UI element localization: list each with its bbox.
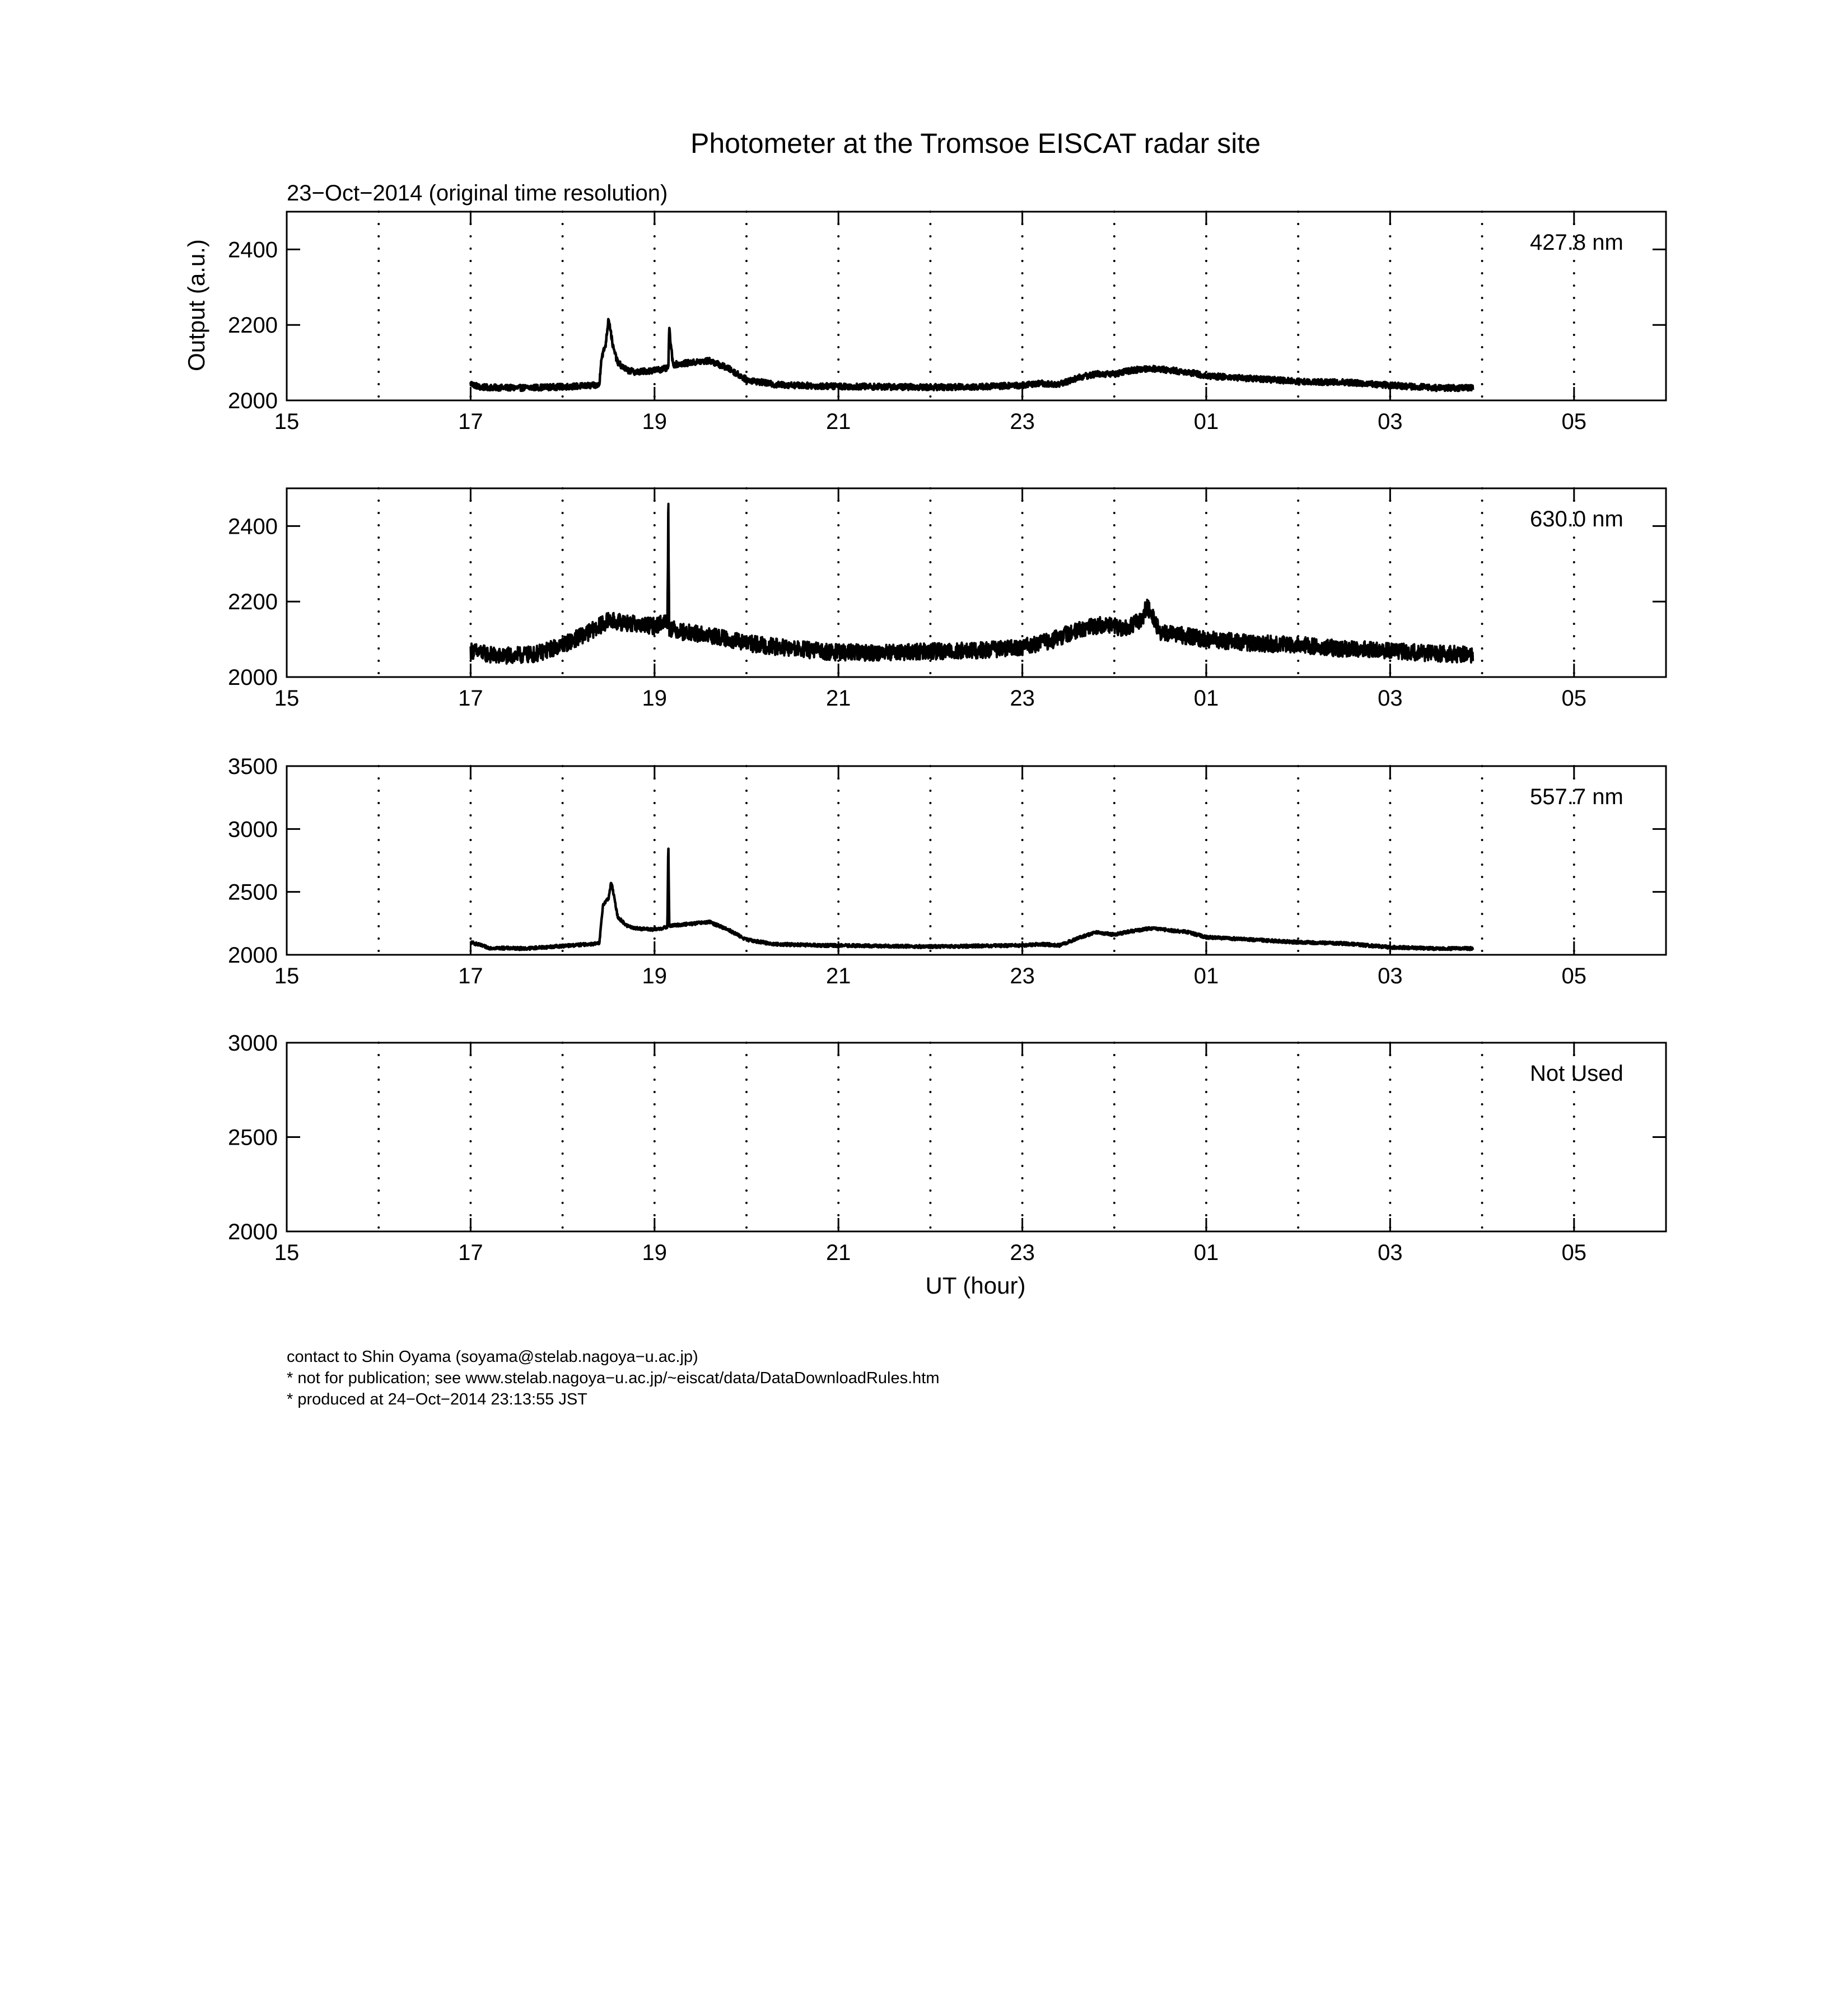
x-tick-label: 01 bbox=[1193, 409, 1219, 434]
chart-subtitle: 23−Oct−2014 (original time resolution) bbox=[287, 181, 668, 206]
chart-title: Photometer at the Tromsoe EISCAT radar site bbox=[690, 128, 1261, 159]
wavelength-label: 427.8 nm bbox=[1530, 230, 1623, 255]
y-tick-label: 2000 bbox=[228, 1220, 278, 1244]
y-tick-label: 3500 bbox=[228, 754, 278, 779]
x-tick-label: 23 bbox=[1010, 1240, 1035, 1265]
x-tick-label: 19 bbox=[642, 409, 668, 434]
y-tick-label: 2500 bbox=[228, 880, 278, 905]
x-tick-label: 03 bbox=[1378, 409, 1403, 434]
x-tick-label: 03 bbox=[1378, 1240, 1403, 1265]
x-tick-label: 15 bbox=[274, 1240, 300, 1265]
x-tick-label: 17 bbox=[458, 409, 483, 434]
x-tick-label: 03 bbox=[1378, 964, 1403, 988]
x-axis-label: UT (hour) bbox=[925, 1272, 1026, 1299]
x-tick-label: 17 bbox=[458, 686, 483, 711]
y-tick-label: 2000 bbox=[228, 665, 278, 690]
x-tick-label: 15 bbox=[274, 409, 300, 434]
x-tick-label: 17 bbox=[458, 964, 483, 988]
x-tick-label: 21 bbox=[825, 964, 851, 988]
x-tick-label: 01 bbox=[1193, 1240, 1219, 1265]
wavelength-label: 557.7 nm bbox=[1530, 785, 1623, 809]
x-tick-label: 23 bbox=[1010, 964, 1035, 988]
x-tick-label: 19 bbox=[642, 1240, 668, 1265]
x-tick-label: 01 bbox=[1193, 964, 1219, 988]
y-tick-label: 3000 bbox=[228, 817, 278, 842]
y-tick-label: 2000 bbox=[228, 389, 278, 413]
x-tick-label: 03 bbox=[1378, 686, 1403, 711]
x-tick-label: 19 bbox=[642, 964, 668, 988]
x-tick-label: 05 bbox=[1561, 686, 1587, 711]
y-tick-label: 3000 bbox=[228, 1031, 278, 1056]
footnote-publication: * not for publication; see www.stelab.nagoya−u.ac.jp/~eiscat/data/DataDownloadRules.htm bbox=[287, 1369, 940, 1387]
y-tick-label: 2000 bbox=[228, 943, 278, 968]
footnote-contact: contact to Shin Oyama (soyama@stelab.nagoya−u.ac.jp) bbox=[287, 1348, 698, 1366]
y-axis-label: Output (a.u.) bbox=[183, 239, 209, 371]
x-tick-label: 01 bbox=[1193, 686, 1219, 711]
x-tick-label: 15 bbox=[274, 964, 300, 988]
x-tick-label: 15 bbox=[274, 686, 300, 711]
x-tick-label: 05 bbox=[1561, 1240, 1587, 1265]
x-tick-label: 05 bbox=[1561, 964, 1587, 988]
x-tick-label: 17 bbox=[458, 1240, 483, 1265]
wavelength-label: 630.0 nm bbox=[1530, 507, 1623, 531]
x-tick-label: 19 bbox=[642, 686, 668, 711]
x-tick-label: 23 bbox=[1010, 686, 1035, 711]
wavelength-label: Not Used bbox=[1530, 1061, 1623, 1086]
y-tick-label: 2400 bbox=[228, 237, 278, 263]
x-tick-label: 21 bbox=[825, 409, 851, 434]
y-tick-label: 2400 bbox=[228, 514, 278, 539]
x-tick-label: 21 bbox=[825, 1240, 851, 1265]
y-tick-label: 2500 bbox=[228, 1125, 278, 1150]
footnote-produced: * produced at 24−Oct−2014 23:13:55 JST bbox=[287, 1390, 587, 1408]
y-tick-label: 2200 bbox=[228, 590, 278, 615]
x-tick-label: 05 bbox=[1561, 409, 1587, 434]
y-tick-label: 2200 bbox=[228, 313, 278, 338]
x-tick-label: 21 bbox=[825, 686, 851, 711]
x-tick-label: 23 bbox=[1010, 409, 1035, 434]
